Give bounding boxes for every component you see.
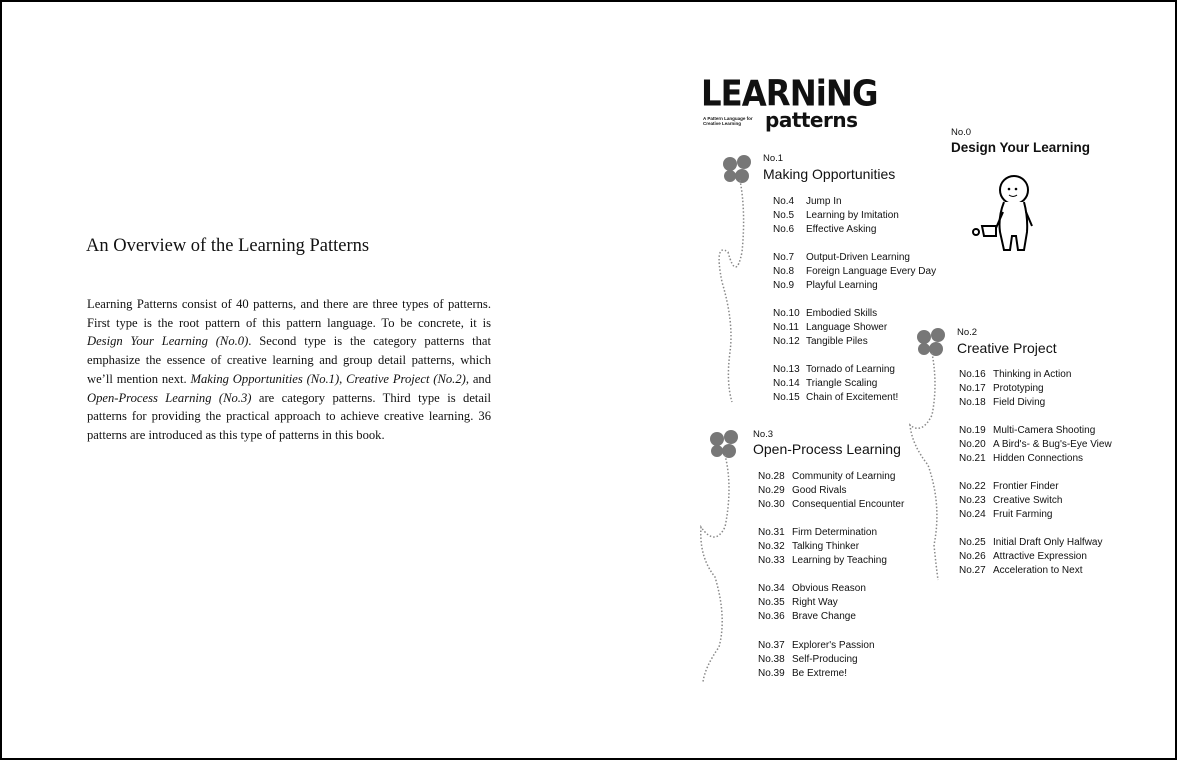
- logo-patterns: patterns: [765, 108, 858, 132]
- pattern-number: No.29: [758, 485, 785, 496]
- pattern-number: No.10: [773, 308, 800, 319]
- pattern-number: No.20: [959, 439, 986, 450]
- pattern-name: Be Extreme!: [792, 668, 848, 679]
- pattern-name: Fruit Farming: [993, 509, 1053, 520]
- pattern-name: Acceleration to Next: [993, 565, 1083, 576]
- pattern-number: No.9: [773, 280, 795, 291]
- text: , and: [465, 371, 491, 386]
- category-number: No.1: [763, 153, 784, 164]
- pattern-name: Self-Producing: [792, 654, 858, 665]
- pattern-name: Effective Asking: [806, 224, 877, 235]
- pattern-number: No.28: [758, 471, 785, 482]
- text: ,: [339, 371, 347, 386]
- pattern-name: Field Diving: [993, 397, 1046, 408]
- pattern-number: No.38: [758, 654, 785, 665]
- pattern-name: Playful Learning: [806, 280, 878, 291]
- root-title: Design Your Learning: [951, 140, 1091, 155]
- clover-icon: [914, 325, 954, 585]
- pattern-ref: Design Your Learning (No.0): [87, 334, 249, 349]
- pattern-number: No.34: [758, 583, 785, 594]
- pattern-number: No.17: [959, 383, 986, 394]
- pattern-name: Firm Determination: [792, 527, 878, 538]
- root-number: No.0: [951, 127, 972, 138]
- pattern-number: No.39: [758, 668, 785, 679]
- pattern-name: Embodied Skills: [806, 308, 878, 319]
- pattern-name: Explorer's Passion: [792, 640, 875, 651]
- character-illustration: [970, 172, 1050, 257]
- pattern-ref: Making Opportunities (No.1): [190, 371, 340, 386]
- clover-icon: [707, 427, 747, 687]
- pattern-number: No.30: [758, 499, 785, 510]
- pattern-number: No.27: [959, 565, 986, 576]
- pattern-number: No.31: [758, 527, 785, 538]
- page-title: An Overview of the Learning Patterns: [86, 236, 370, 256]
- pattern-name: Creative Switch: [993, 495, 1063, 506]
- pattern-name: Right Way: [792, 597, 838, 608]
- category-title: Open-Process Learning: [753, 441, 901, 457]
- pattern-number: No.24: [959, 509, 986, 520]
- pattern-name: Thinking in Action: [993, 369, 1072, 380]
- text: Learning Patterns consist of 40 patterns, and there are three types of patterns. First type is the root pattern of this pattern language. To be concrete, it is: [87, 297, 491, 330]
- pattern-name: Consequential Encounter: [792, 499, 905, 510]
- pattern-name: A Bird's- & Bug's-Eye View: [993, 439, 1112, 450]
- pattern-name: Learning by Teaching: [792, 555, 887, 566]
- category-title: Making Opportunities: [763, 166, 896, 182]
- pattern-number: No.22: [959, 481, 986, 492]
- pattern-number: No.11: [773, 322, 799, 333]
- text: . Second type is the category patterns that emphasize the essence of creative learning and group detail patterns, which we’ll mention next.: [87, 334, 491, 386]
- pattern-name: Brave Change: [792, 611, 856, 622]
- overview-paragraph: [87, 295, 491, 445]
- pattern-name: Tornado of Learning: [806, 364, 895, 375]
- pattern-number: No.5: [773, 210, 795, 221]
- pattern-name: Learning by Imitation: [806, 210, 899, 221]
- pattern-name: Community of Learning: [792, 471, 896, 482]
- pattern-number: No.16: [959, 369, 986, 380]
- pattern-name: Attractive Expression: [993, 551, 1087, 562]
- text: are category patterns. Third type is detail patterns for providing the practical approach to achieve creative learning. 36 patterns are introduced as this type of patterns in this book.: [87, 390, 491, 442]
- pattern-number: No.14: [773, 378, 800, 389]
- pattern-name: Hidden Connections: [993, 453, 1084, 464]
- pattern-name: Output-Driven Learning: [806, 252, 910, 263]
- pattern-number: No.35: [758, 597, 785, 608]
- clover-icon: [720, 152, 760, 472]
- pattern-number: No.37: [758, 640, 785, 651]
- pattern-name: Good Rivals: [792, 485, 847, 496]
- pattern-name: Jump In: [806, 196, 842, 207]
- pattern-name: Talking Thinker: [792, 541, 860, 552]
- logo-learning: LEARNiNG: [701, 72, 878, 115]
- pattern-number: No.19: [959, 425, 986, 436]
- category-title: Creative Project: [957, 340, 1057, 356]
- pattern-name: Prototyping: [993, 383, 1044, 394]
- category-number: No.2: [957, 327, 978, 338]
- pattern-number: No.8: [773, 266, 795, 277]
- pattern-ref: Creative Project (No.2): [346, 371, 466, 386]
- pattern-number: No.6: [773, 224, 795, 235]
- pattern-name: Foreign Language Every Day: [806, 266, 937, 277]
- pattern-number: No.12: [773, 336, 800, 347]
- pattern-number: No.13: [773, 364, 800, 375]
- pattern-number: No.4: [773, 196, 795, 207]
- pattern-number: No.25: [959, 537, 986, 548]
- pattern-name: Multi-Camera Shooting: [993, 425, 1096, 436]
- pattern-name: Tangible Piles: [806, 336, 868, 347]
- pattern-number: No.26: [959, 551, 986, 562]
- pattern-ref: Open-Process Learning (No.3): [87, 390, 252, 405]
- pattern-number: No.15: [773, 392, 800, 403]
- pattern-number: No.36: [758, 611, 785, 622]
- pattern-name: Frontier Finder: [993, 481, 1059, 492]
- pattern-number: No.23: [959, 495, 986, 506]
- pattern-number: No.7: [773, 252, 795, 263]
- pattern-number: No.18: [959, 397, 986, 408]
- pattern-name: Initial Draft Only Halfway: [993, 537, 1103, 548]
- pattern-name: Chain of Excitement!: [806, 392, 899, 403]
- pattern-number: No.21: [959, 453, 986, 464]
- pattern-name: Language Shower: [806, 322, 888, 333]
- pattern-name: Triangle Scaling: [806, 378, 878, 389]
- category-number: No.3: [753, 429, 774, 440]
- pattern-number: No.32: [758, 541, 785, 552]
- pattern-number: No.33: [758, 555, 785, 566]
- pattern-name: Obvious Reason: [792, 583, 866, 594]
- logo-tagline: A Pattern Language for Creative Learning: [703, 116, 753, 126]
